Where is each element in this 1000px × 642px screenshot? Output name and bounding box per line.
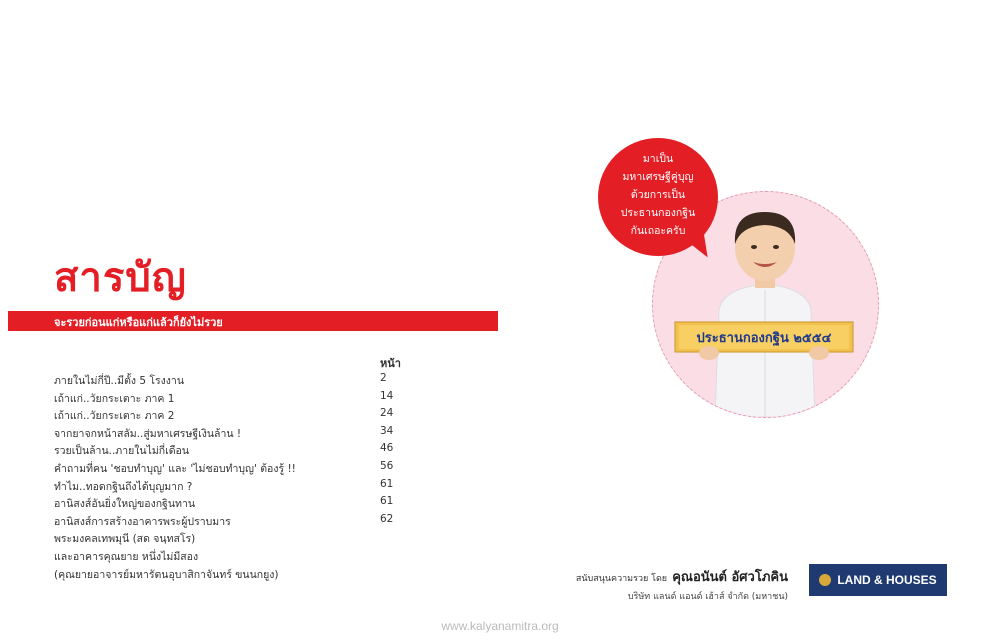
toc-entry-title: และอาคารคุณยาย หนึ่งไม่มีสอง [54, 550, 199, 563]
toc-entry-title: อานิสงส์การสร้างอาคารพระผู้ปราบมาร [54, 515, 231, 528]
toc-list [54, 372, 414, 583]
toc-entry-title: ทำไม..ทอดกฐินถึงได้บุญมาก ? [54, 480, 193, 493]
toc-entry-title: คำถามที่คน 'ชอบทำบุญ' และ 'ไม่ชอบทำบุญ' ต้องรู้ !! [54, 462, 296, 475]
toc-entry-page: 14 [380, 389, 394, 402]
page-column-header: หน้า [380, 357, 401, 370]
toc-entry-page: 56 [380, 459, 394, 472]
sponsor-label: สนับสนุนความรวย โดย [575, 574, 668, 584]
bubble-line: มหาเศรษฐีคู่บุญ [622, 171, 694, 183]
toc-entry[interactable] [54, 407, 414, 425]
toc-entry[interactable] [54, 425, 414, 443]
toc-entry[interactable] [54, 530, 414, 548]
page-title: สารบัญ [54, 255, 187, 301]
logo-text: LAND & HOUSES [837, 573, 937, 587]
toc-entry[interactable] [54, 566, 414, 584]
subtitle-text: จะรวยก่อนแก่หรือแก่แล้วก็ยังไม่รวย [54, 316, 223, 329]
toc-entry-title: อานิสงส์อันยิ่งใหญ่ของกฐินทาน [54, 498, 196, 511]
logo-mark-icon [819, 574, 831, 586]
toc-entry-page: 2 [380, 372, 387, 384]
bubble-line: มาเป็น [642, 153, 674, 165]
sponsor-company: บริษัท แลนด์ แอนด์ เฮ้าส์ จำกัด (มหาชน) [627, 592, 788, 602]
toc-entry[interactable] [54, 390, 414, 408]
sponsor-block [576, 566, 788, 603]
toc-entry-title: ภายในไม่กี่ปี..มีตั้ง 5 โรงงาน [54, 375, 185, 387]
bubble-line: ประธานกองกฐิน [620, 207, 696, 219]
toc-entry[interactable] [54, 478, 414, 496]
land-and-houses-logo [809, 564, 947, 596]
toc-entry[interactable] [54, 460, 414, 478]
toc-entry-title: รวยเป็นล้าน..ภายในไม่กี่เดือน [54, 445, 190, 458]
speech-bubble [598, 138, 718, 256]
bubble-line: ด้วยการเป็น [630, 189, 686, 201]
toc-entry-page: 46 [380, 442, 394, 455]
toc-entry[interactable] [54, 513, 414, 531]
toc-entry-title: จากยาจกหน้าสลัม..สู่มหาเศรษฐีเงินล้าน ! [54, 427, 242, 440]
toc-entry[interactable] [54, 442, 414, 460]
toc-entry[interactable] [54, 548, 414, 566]
toc-entry-page: 34 [380, 424, 394, 437]
toc-entry[interactable] [54, 372, 414, 390]
toc-entry-page: 61 [380, 477, 394, 490]
toc-entry-title: เถ้าแก่..วัยกระเตาะ ภาค 2 [54, 410, 175, 423]
sponsor-name: คุณอนันต์ อัศวโภคิน [672, 570, 788, 585]
subtitle-bar [8, 311, 498, 331]
toc-entry-page: 62 [380, 512, 394, 525]
toc-entry-title: เถ้าแก่..วัยกระเตาะ ภาค 1 [54, 392, 175, 405]
toc-entry-title: (คุณยายอาจารย์มหารัตนอุบาสิกาจันทร์ ขนนกยูง) [54, 568, 279, 581]
sign-text: ประธานกองกฐิน ๒๕๕๔ [696, 331, 832, 346]
toc-entry-page: 24 [380, 407, 394, 420]
footer-url[interactable]: www.kalyanamitra.org [441, 619, 559, 633]
toc-entry[interactable] [54, 495, 414, 513]
bubble-line: กันเถอะครับ [630, 225, 686, 237]
toc-entry-title: พระมงคลเทพมุนี (สด จนฺทสโร) [54, 533, 196, 546]
toc-entry-page: 61 [380, 495, 394, 508]
